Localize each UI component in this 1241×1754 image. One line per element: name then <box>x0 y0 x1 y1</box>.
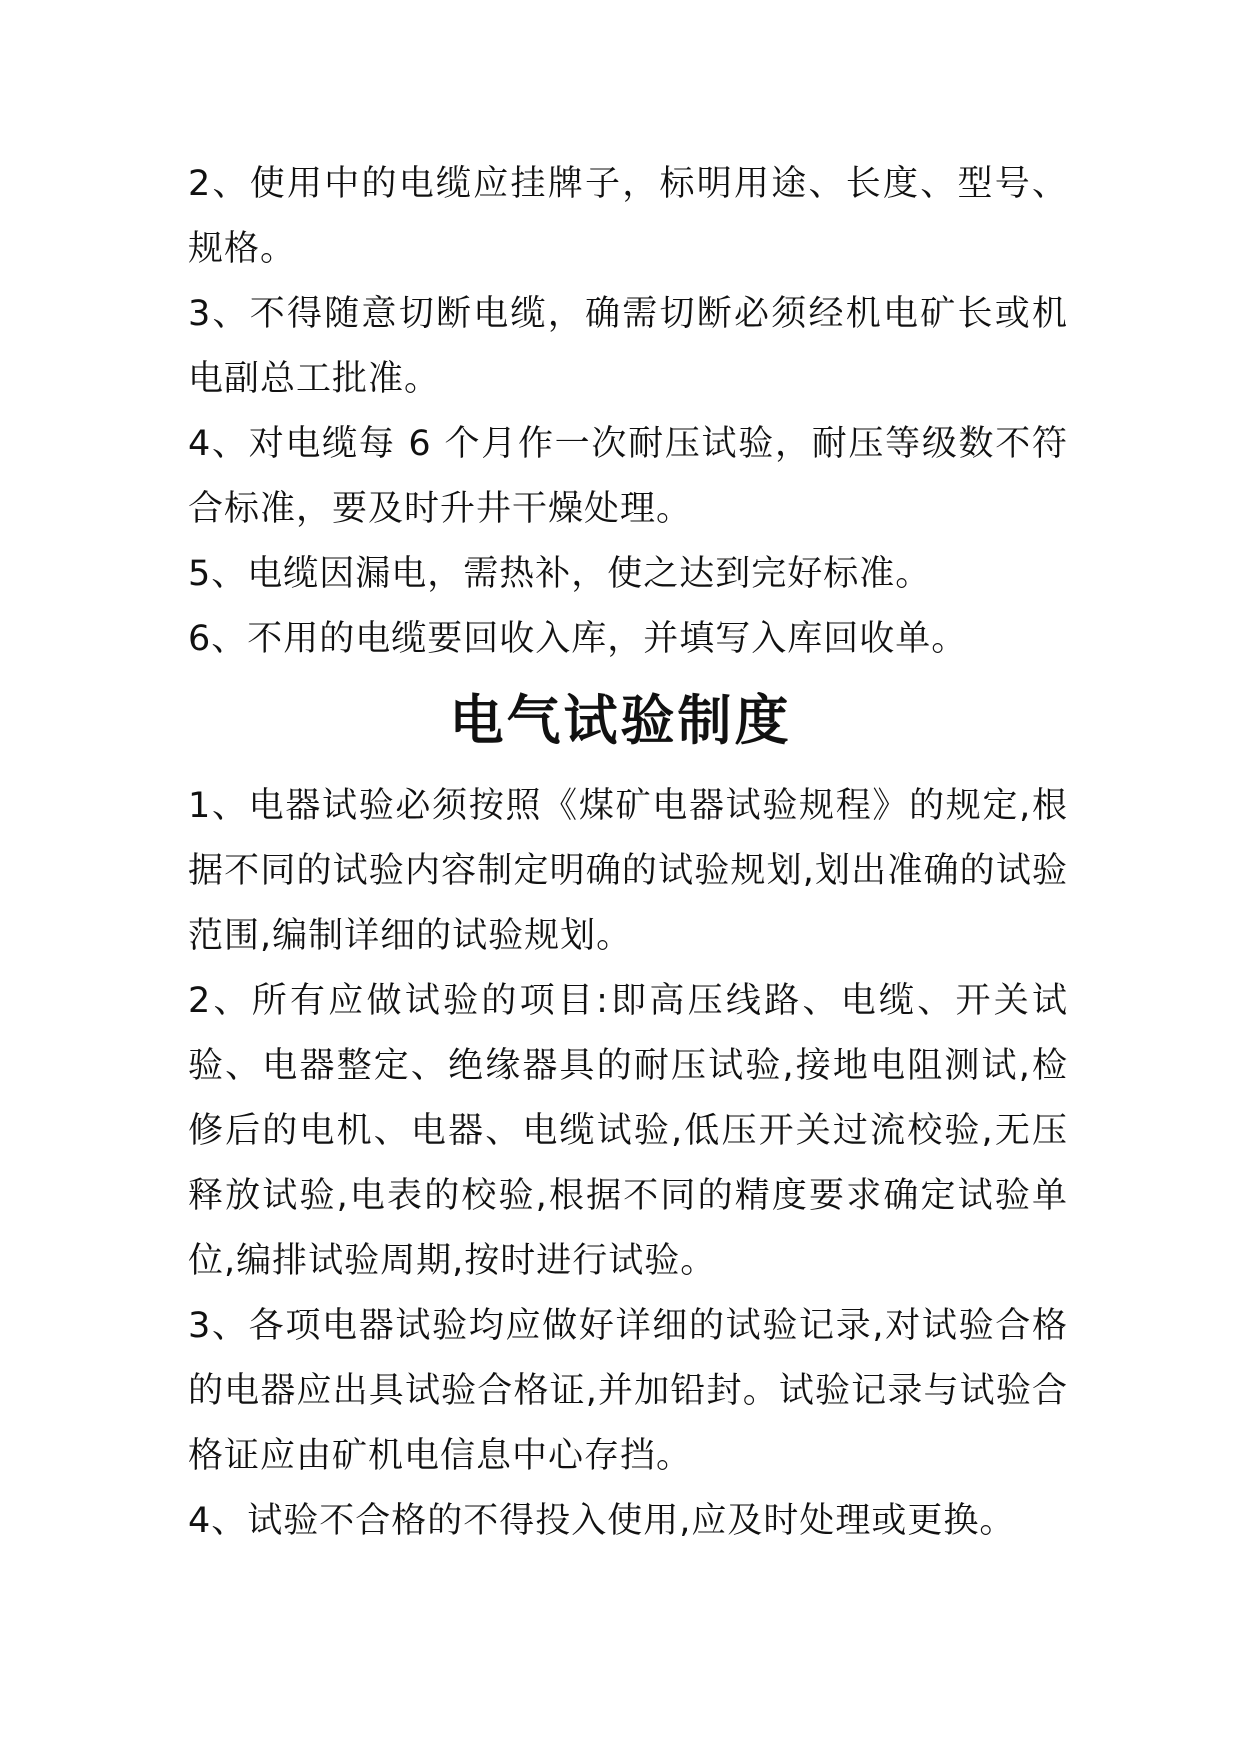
test-rule-item-1: 1、电器试验必须按照《煤矿电器试验规程》的规定,根据不同的试验内容制定明确的试验规划,划出准确的试验范围,编制详细的试验规划。 <box>188 786 1068 956</box>
cable-rule-item-2: 2、使用中的电缆应挂牌子，标明用途、长度、型号、规格。 <box>188 164 1068 269</box>
cable-rules-list <box>188 152 1068 672</box>
test-rule-item-4: 4、试验不合格的不得投入使用,应及时处理或更换。 <box>188 1501 1016 1541</box>
electrical-test-rules-list <box>188 774 1068 1554</box>
cable-rule-item-4: 4、对电缆每 6 个月作一次耐压试验，耐压等级数不符合标准，要及时升井干燥处理。 <box>188 424 1068 529</box>
cable-rule-item-6: 6、不用的电缆要回收入库，并填写入库回收单。 <box>188 619 968 659</box>
cable-rule-item-3: 3、不得随意切断电缆，确需切断必须经机电矿长或机电副总工批准。 <box>188 294 1068 399</box>
test-rule-item-3: 3、各项电器试验均应做好详细的试验记录,对试验合格的电器应出具试验合格证,并加铅封。试验记录与试验合格证应由矿机电信息中心存挡。 <box>188 1306 1068 1476</box>
section-title-electrical-test: 电气试验制度 <box>449 689 792 752</box>
cable-rule-item-5: 5、电缆因漏电，需热补，使之达到完好标准。 <box>188 554 932 594</box>
test-rule-item-2: 2、所有应做试验的项目:即高压线路、电缆、开关试验、电器整定、绝缘器具的耐压试验,接地电阻测试,检修后的电机、电器、电缆试验,低压开关过流校验,无压释放试验,电表的校验,根据不同的精度要求确定试验单位,编排试验周期,按时进行试验。 <box>188 981 1068 1281</box>
